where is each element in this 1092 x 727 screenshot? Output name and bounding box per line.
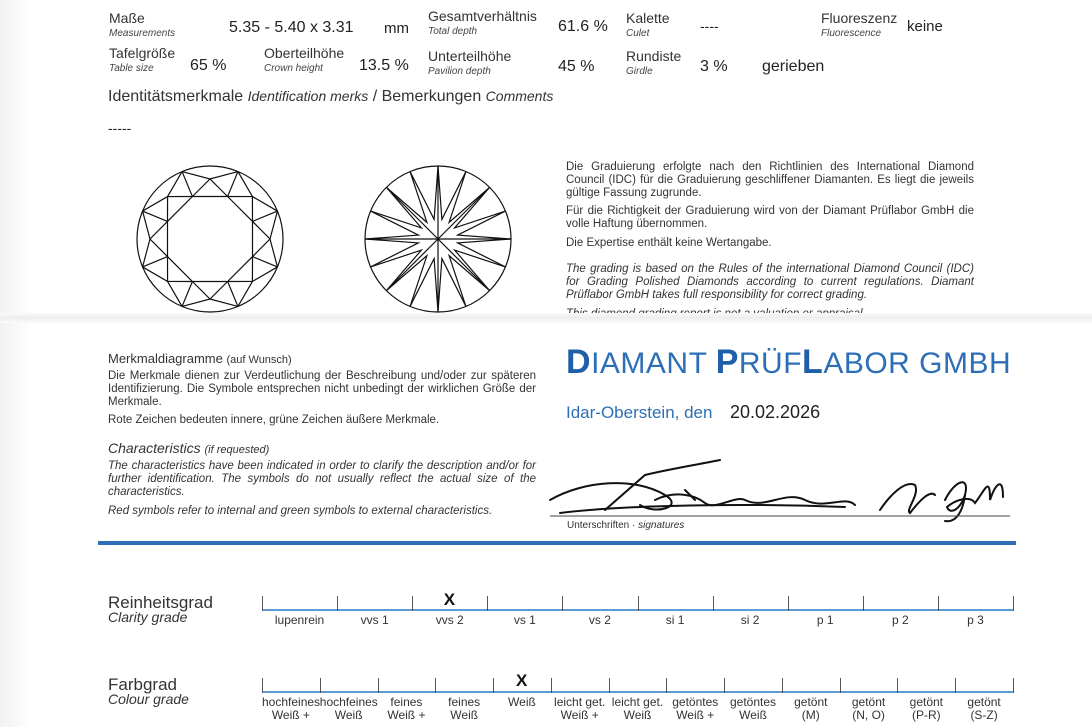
characteristics-text-en2: Red symbols refer to internal and green symbols to external characteristics. [108,505,493,517]
clarity-scale-tick [713,596,714,611]
colour-grade-label [493,696,551,709]
clarity-scale-tick [938,596,939,611]
company-initial-d: D [566,343,592,381]
identification-heading [108,88,553,106]
clarity-title: Reinheitsgrad [108,593,213,612]
girdle-finish: gerieben [762,58,825,75]
total-depth-label: Gesamtverhältnis [428,8,537,24]
place-label: Idar-Oberstein, den [566,403,713,422]
colour-grade-label-line: feines [448,695,481,709]
colour-grade-label [782,696,840,722]
remarks-title: Bemerkungen [381,88,482,105]
clarity-grade-label [938,614,1013,627]
girdle-sublabel: Girdle [626,66,653,77]
pavilion-depth-value: 45 % [558,58,595,75]
clarity-grade-label-line: p 3 [967,613,984,627]
colour-grade-label-line: Weiß + [271,708,310,722]
colour-grade-label [724,696,782,722]
report-date: 20.02.2026 [730,402,821,422]
colour-grade-label [320,696,378,722]
characteristics-text-de: Die Merkmale dienen zur Verdeutlichung der Beschreibung und/oder zur späteren Identifizierung. Die Symbole entsprechen nicht unbedingt der wirklichen Größe der Merkmale. [108,370,536,408]
company-part-iamant: IAMANT [591,347,716,380]
remarks-title-en: Comments [485,88,554,104]
characteristics-title-en [108,440,269,456]
page-shadow [0,0,30,727]
colour-scale-line [262,691,1013,693]
clarity-grade-label [713,614,788,627]
colour-scale-tick [609,678,610,693]
colour-scale-tick [320,678,321,693]
total-depth-sublabel: Total depth [428,26,478,37]
clarity-selected-mark: X [443,590,456,609]
divider-rule [98,541,1016,545]
clarity-grade-label-line: vvs 1 [360,613,389,627]
table-size-value: 65 % [190,57,227,74]
colour-grade-label-line: Weiß + [387,708,426,722]
clarity-scale-tick [262,596,263,611]
colour-grade-label-line: getönt [851,695,886,709]
colour-scale-tick [666,678,667,693]
girdle-value: 3 % [700,58,728,75]
fluorescence-sublabel: Fluorescence [821,28,882,39]
clarity-scale-tick [412,596,413,611]
colour-scale-tick [493,678,494,693]
company-name [566,343,1011,382]
clarity-grade-label-line: si 1 [665,613,685,627]
colour-scale-tick [262,678,263,693]
colour-grade-label-line: leicht get. [611,695,664,709]
girdle-label: Rundiste [626,48,682,64]
clarity-grade-label-line: p 1 [816,613,834,627]
handwritten-signature-icon [545,455,1020,525]
colour-grade-label-line: getönt [794,695,828,709]
colour-grade-label-line: Weiß + [676,708,715,722]
characteristics-text-de2: Rote Zeichen bedeuten innere, grüne Zeichen äußere Merkmale. [108,414,440,426]
table-size-label: Tafelgröße [109,45,176,61]
colour-grade-label-line: getönt [909,695,944,709]
clarity-grade-label [412,614,487,627]
pavilion-depth-label: Unterteilhöhe [428,48,512,64]
colour-grade-label [378,696,436,722]
clarity-scale-tick [562,596,563,611]
colour-grade-label-line: Weiß [508,695,536,709]
characteristics-title-de [108,351,292,366]
company-initial-p: P [715,343,739,381]
clarity-grade-label [487,614,562,627]
clarity-scale-tick [788,596,789,611]
pavilion-depth-sublabel: Pavilion depth [428,66,491,77]
fluorescence-label: Fluoreszenz [821,10,898,26]
culet-label: Kalette [626,10,670,26]
colour-grade-label-line: hochfeines [319,695,378,709]
colour-grade-label-line: hochfeines [262,695,321,709]
characteristics-text-en: The characteristics have been indicated in order to clarify the description and/or for further identification. The symbols do not usually reflect the actual size of the characteristics. [108,460,536,498]
colour-subtitle: Colour grade [108,691,189,707]
colour-scale-tick [782,678,783,693]
note-liability-de: Für die Richtigkeit der Graduierung wird von der Diamant Prüflabor GmbH die volle Haftung übernommen. [566,205,974,230]
fluorescence-value: keine [907,18,943,35]
colour-grade-label [666,696,724,722]
clarity-grade-label [788,614,863,627]
colour-scale-tick [840,678,841,693]
colour-grade-label-line: Weiß [450,708,479,722]
measurements-unit: mm [384,20,409,37]
colour-scale-tick [897,678,898,693]
colour-grade-label-line: getöntes [672,695,719,709]
clarity-grade-label-line: vs 2 [588,613,611,627]
table-size-sublabel: Table size [109,63,154,74]
colour-grade-label-line: getönt [967,695,1001,709]
colour-selected-mark: X [515,671,528,690]
colour-grade-label-line: leicht get. [554,695,606,709]
clarity-grade-label [262,614,337,627]
clarity-grade-label [562,614,637,627]
colour-grade-label [840,696,898,722]
clarity-scale-tick [487,596,488,611]
company-initial-l: L [802,343,824,381]
colour-scale-tick [1013,678,1014,693]
colour-grade-label [262,696,320,722]
clarity-grade-label [337,614,412,627]
colour-grade-label [435,696,493,722]
colour-grade-label [897,696,955,722]
colour-grade-label-line: (N, O) [852,708,885,722]
measurements-label: Maße [109,10,145,26]
colour-scale-tick [435,678,436,693]
company-part-abor: ABOR GMBH [823,347,1012,380]
diamond-crown-diagram-icon [134,163,286,315]
clarity-subtitle: Clarity grade [108,609,188,625]
colour-grade-label-line: getöntes [730,695,777,709]
company-part-ruef: RÜF [738,347,803,380]
colour-grade-label [609,696,667,722]
note-idc-de: Die Graduierung erfolgte nach den Richtlinien des International Diamond Council (IDC) für die Graduierung geschliffener Diamanten. Es liegt die jeweils gültige Fassung zugrunde. [566,161,974,199]
page-fold [0,313,1092,323]
colour-scale-tick [551,678,552,693]
total-depth-value: 61.6 % [558,18,608,35]
clarity-grade-label-line: si 2 [740,613,760,627]
measurements-sublabel: Measurements [109,28,176,39]
measurements-value: 5.35 - 5.40 x 3.31 [229,19,354,36]
characteristics-title-de-text: Merkmaldiagramme [108,351,223,366]
characteristics-title-en-note: (if requested) [204,444,270,456]
colour-grade-label-line: Weiß + [560,708,599,722]
colour-grade-label-line: (S-Z) [970,708,998,722]
crown-height-value: 13.5 % [359,57,409,74]
identification-separator: / [372,88,378,105]
colour-scale-tick [378,678,379,693]
colour-scale-tick [724,678,725,693]
clarity-scale-tick [337,596,338,611]
clarity-grade-label [638,614,713,627]
colour-grade-label-line: (P-R) [912,708,941,722]
crown-height-sublabel: Crown height [264,63,323,74]
note-no-value-de: Die Expertise enthält keine Wertangabe. [566,237,772,249]
colour-grade-label-line: Weiß [334,708,363,722]
clarity-grade-label-line: lupenrein [274,613,325,627]
colour-grade-label [551,696,609,722]
colour-grade-label-line: (M) [801,708,820,722]
culet-value: ---- [700,18,719,34]
colour-grade-label-line: Weiß [623,708,652,722]
signatures-label [567,520,684,531]
clarity-grade-label-line: vvs 2 [435,613,464,627]
colour-grade-label-line: feines [390,695,423,709]
characteristics-title-de-note: (auf Wunsch) [226,354,292,366]
clarity-grade-label-line: vs 1 [513,613,536,627]
note-idc-en: The grading is based on the Rules of the international Diamond Council (IDC) for Grading Polished Diamonds according to current regulations. Diamant Prüflabor GmbH takes full responsibility for correct grading. [566,263,974,301]
crown-height-label: Oberteilhöhe [264,45,345,61]
identification-title: Identitätsmerkmale [108,88,244,105]
colour-grade-label [955,696,1013,722]
clarity-grade-label-line: p 2 [892,613,909,627]
identification-value: ----- [108,120,132,136]
colour-scale-tick [955,678,956,693]
signatures-label-en: signatures [638,520,685,531]
culet-sublabel: Culet [626,28,650,39]
clarity-scale-tick [638,596,639,611]
signatures-label-de: Unterschriften · [567,520,636,531]
colour-title: Farbgrad [108,675,177,694]
identification-title-en: Identification merks [247,88,369,104]
clarity-scale-tick [863,596,864,611]
clarity-scale-tick [1013,596,1014,611]
characteristics-title-en-text: Characteristics [108,440,201,456]
clarity-grade-label [863,614,938,627]
diamond-pavilion-diagram-icon [362,163,514,315]
colour-grade-label-line: Weiß [739,708,767,722]
